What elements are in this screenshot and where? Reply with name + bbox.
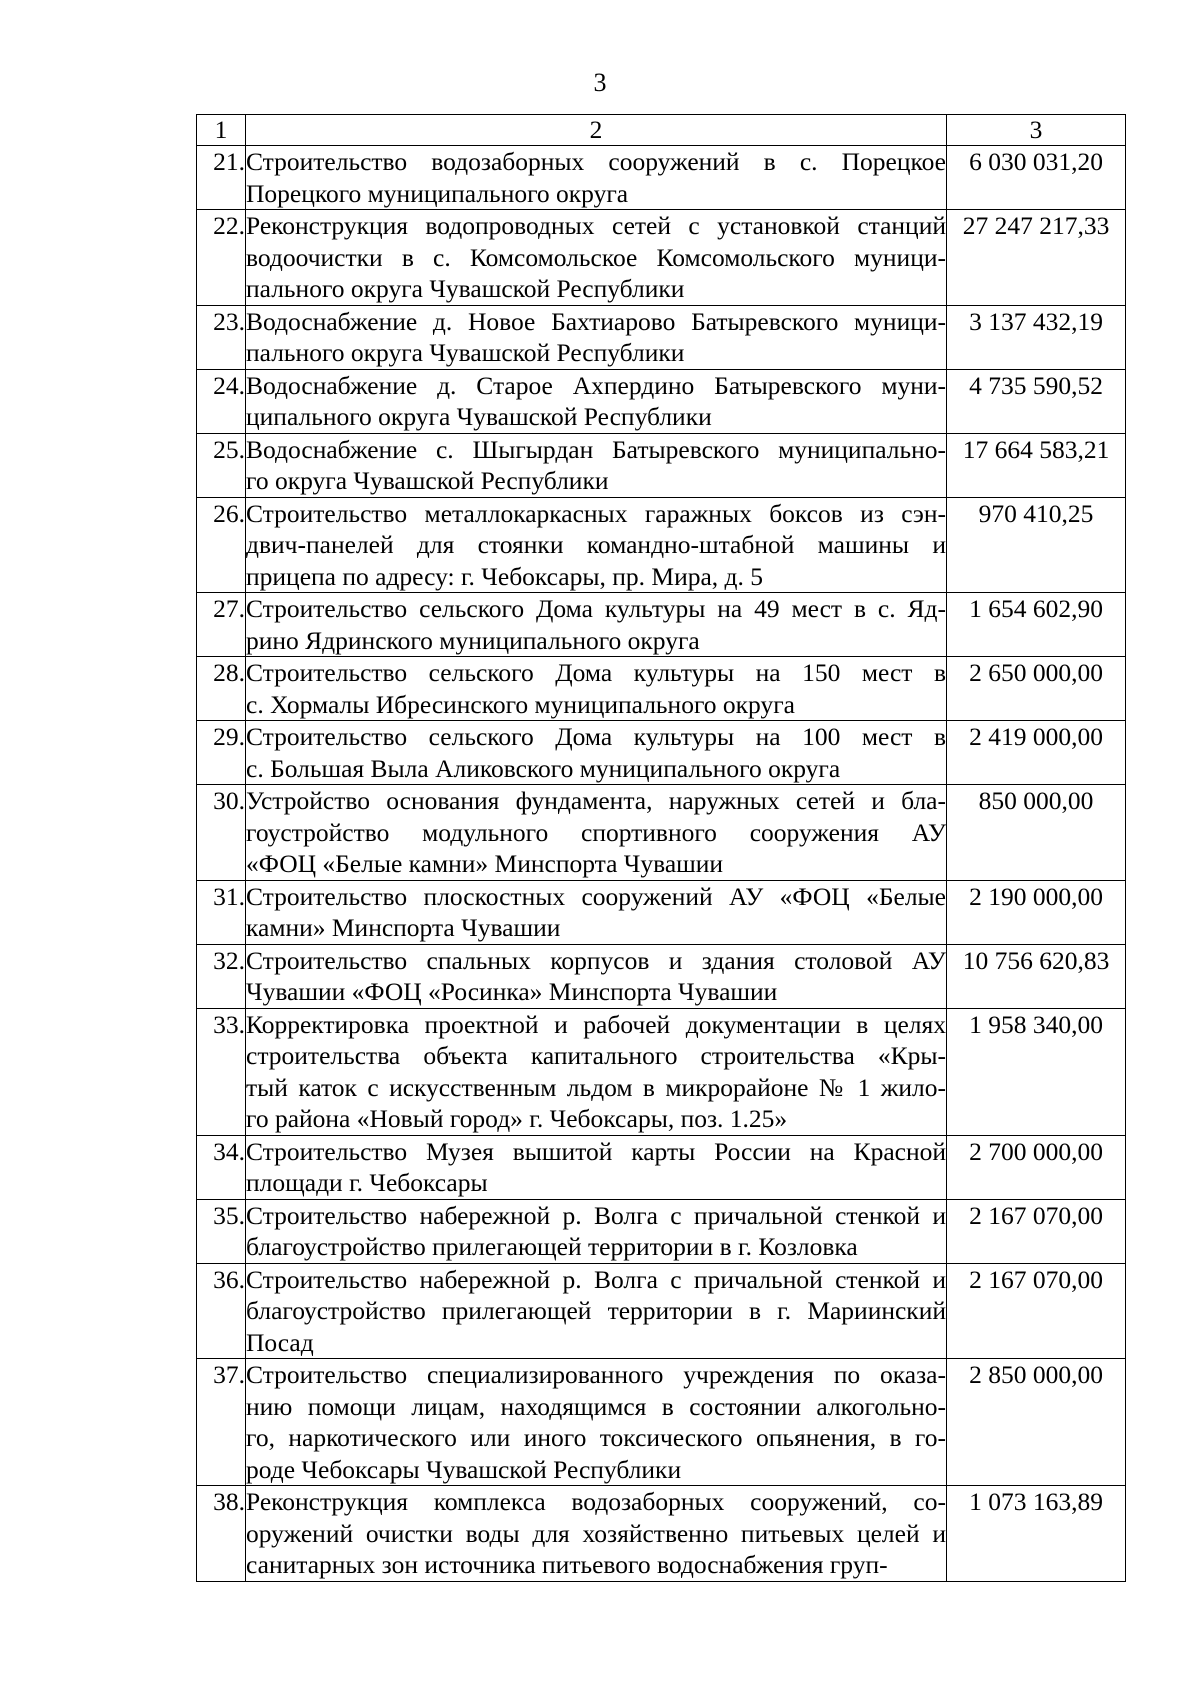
project-amount: 2 850 000,00: [947, 1359, 1126, 1486]
project-name-line: строительства объекта капитального строительства «Кры-: [246, 1041, 946, 1070]
project-amount: 17 664 583,21: [947, 433, 1126, 497]
project-name: [246, 497, 947, 593]
project-name: [246, 1199, 947, 1263]
project-name-line: Водоснабжение д. Старое Ахпердино Батыревского муни-: [246, 370, 946, 400]
project-name-line: Строительство набережной р. Волга с причальной стенкой и: [246, 1264, 946, 1294]
project-name: [246, 369, 947, 433]
header-col-3: 3: [947, 115, 1126, 146]
project-name-line: пального округа Чувашской Республики: [246, 338, 685, 367]
project-name-line: Устройство основания фундамента, наружных сетей и бла-: [246, 786, 946, 815]
projects-table: [196, 114, 1126, 1582]
table-body: [197, 115, 1126, 1582]
project-name: [246, 657, 947, 721]
project-name-line: «ФОЦ «Белые камни» Минспорта Чувашии: [246, 849, 724, 878]
table-row: [197, 1008, 1126, 1135]
project-name-line: тый каток с искусственным льдом в микрорайоне № 1 жило-: [246, 1072, 946, 1102]
project-amount: 6 030 031,20: [947, 146, 1126, 210]
project-name-line: с. Хормалы Ибресинского муниципального округа: [246, 689, 795, 719]
project-name-line: го, наркотического или иного токсического опьянения, в го-: [246, 1423, 946, 1452]
project-amount: 10 756 620,83: [947, 944, 1126, 1008]
project-name: [246, 1359, 947, 1486]
project-name: [246, 433, 947, 497]
project-name-line: гоустройство модульного спортивного сооружения АУ: [246, 817, 946, 847]
project-name: [246, 721, 947, 785]
table-row: [197, 1135, 1126, 1199]
row-number: 25.: [197, 433, 246, 497]
row-number: 30.: [197, 785, 246, 881]
project-name-line: Строительство сельского Дома культуры на 150 мест в: [246, 658, 946, 687]
row-number: 24.: [197, 369, 246, 433]
project-name-line: Реконструкция комплекса водозаборных сооружений, со-: [246, 1487, 946, 1516]
project-name: [246, 146, 947, 210]
project-name: [246, 210, 947, 306]
project-amount: 2 650 000,00: [947, 657, 1126, 721]
project-name-line: Водоснабжение д. Новое Бахтиарово Батыревского муници-: [246, 306, 946, 336]
project-name-line: Чувашии «ФОЦ «Росинка» Минспорта Чувашии: [246, 977, 778, 1006]
project-name-line: нию помощи лицам, находящимся в состоянии алкогольно-: [246, 1391, 946, 1421]
project-name-line: площади г. Чебоксары: [246, 1168, 488, 1197]
project-name: [246, 880, 947, 944]
project-name-line: прицепа по адресу: г. Чебоксары, пр. Мира, д. 5: [246, 561, 764, 591]
project-name-line: Строительство специализированного учреждения по оказа-: [246, 1360, 946, 1389]
table-row: [197, 1359, 1126, 1486]
project-name-line: Строительство металлокаркасных гаражных боксов из сэн-: [246, 498, 946, 528]
project-name-line: Реконструкция водопроводных сетей с установкой станций: [246, 211, 946, 240]
table-row: [197, 1199, 1126, 1263]
project-amount: 27 247 217,33: [947, 210, 1126, 306]
project-name-line: ципального округа Чувашской Республики: [246, 402, 712, 431]
project-name-line: Строительство Музея вышитой карты России на Красной: [246, 1136, 946, 1166]
project-name-line: Строительство спальных корпусов и здания столовой АУ: [246, 945, 946, 975]
project-amount: 4 735 590,52: [947, 369, 1126, 433]
row-number: 29.: [197, 721, 246, 785]
project-amount: 970 410,25: [947, 497, 1126, 593]
table-row: [197, 146, 1126, 210]
project-name-line: санитарных зон источника питьевого водоснабжения груп-: [246, 1550, 888, 1579]
project-name-line: Корректировка проектной и рабочей документации в целях: [246, 1009, 946, 1039]
header-col-1: 1: [197, 115, 246, 146]
project-name: [246, 1135, 947, 1199]
row-number: 22.: [197, 210, 246, 306]
project-name: [246, 785, 947, 881]
project-name-line: роде Чебоксары Чувашской Республики: [246, 1454, 682, 1484]
project-name-line: рино Ядринского муниципального округа: [246, 625, 700, 655]
row-number: 26.: [197, 497, 246, 593]
project-amount: 2 167 070,00: [947, 1263, 1126, 1359]
project-name-line: водоочистки в с. Комсомольское Комсомольского муници-: [246, 242, 946, 272]
header-col-2: 2: [246, 115, 947, 146]
project-name-line: Строительство сельского Дома культуры на 100 мест в: [246, 722, 946, 751]
row-number: 38.: [197, 1486, 246, 1582]
table-row: [197, 369, 1126, 433]
project-amount: 1 073 163,89: [947, 1486, 1126, 1582]
project-name-line: двич-панелей для стоянки командно-штабной машины и: [246, 530, 946, 559]
project-name-line: Строительство сельского Дома культуры на 49 мест в с. Яд-: [246, 594, 946, 623]
project-amount: 3 137 432,19: [947, 305, 1126, 369]
table-header-row: [197, 115, 1126, 146]
project-amount: 2 419 000,00: [947, 721, 1126, 785]
row-number: 36.: [197, 1263, 246, 1359]
project-name-line: го округа Чувашской Республики: [246, 466, 609, 495]
project-name: [246, 593, 947, 657]
page-number: 3: [593, 68, 607, 97]
table-row: [197, 593, 1126, 657]
table-row: [197, 1486, 1126, 1582]
project-name-line: Строительство набережной р. Волга с причальной стенкой и: [246, 1200, 946, 1230]
table-row: [197, 944, 1126, 1008]
row-number: 21.: [197, 146, 246, 210]
table-row: [197, 785, 1126, 881]
table-row: [197, 721, 1126, 785]
row-number: 34.: [197, 1135, 246, 1199]
table-row: [197, 657, 1126, 721]
project-name: [246, 944, 947, 1008]
table-row: [197, 433, 1126, 497]
project-name-line: Строительство водозаборных сооружений в с. Порецкое: [246, 147, 946, 176]
row-number: 37.: [197, 1359, 246, 1486]
project-name-line: оружений очистки воды для хозяйственно питьевых целей и: [246, 1518, 946, 1548]
project-name: [246, 1008, 947, 1135]
row-number: 32.: [197, 944, 246, 1008]
table-row: [197, 880, 1126, 944]
project-name-line: го района «Новый город» г. Чебоксары, поз. 1.25»: [246, 1104, 788, 1133]
project-amount: 1 654 602,90: [947, 593, 1126, 657]
table-row: [197, 497, 1126, 593]
project-name: [246, 1263, 947, 1359]
row-number: 28.: [197, 657, 246, 721]
project-name-line: благоустройство прилегающей территории в г. Козловка: [246, 1232, 858, 1261]
project-amount: 1 958 340,00: [947, 1008, 1126, 1135]
row-number: 27.: [197, 593, 246, 657]
row-number: 33.: [197, 1008, 246, 1135]
row-number: 23.: [197, 305, 246, 369]
project-name: [246, 305, 947, 369]
project-amount: 2 167 070,00: [947, 1199, 1126, 1263]
row-number: 35.: [197, 1199, 246, 1263]
project-amount: 2 190 000,00: [947, 880, 1126, 944]
project-name-line: Порецкого муниципального округа: [246, 178, 629, 208]
table-row: [197, 210, 1126, 306]
project-name-line: Строительство плоскостных сооружений АУ «ФОЦ «Белые: [246, 881, 946, 911]
project-name: [246, 1486, 947, 1582]
project-name-line: камни» Минспорта Чувашии: [246, 913, 561, 942]
project-name-line: пального округа Чувашской Республики: [246, 274, 685, 303]
project-amount: 850 000,00: [947, 785, 1126, 881]
project-name-line: с. Большая Выла Аликовского муниципального округа: [246, 753, 841, 783]
table-row: [197, 1263, 1126, 1359]
project-name-line: Посад: [246, 1327, 314, 1357]
row-number: 31.: [197, 880, 246, 944]
project-amount: 2 700 000,00: [947, 1135, 1126, 1199]
table-row: [197, 305, 1126, 369]
project-name-line: Водоснабжение с. Шыгырдан Батыревского муниципально-: [246, 434, 946, 464]
project-name-line: благоустройство прилегающей территории в г. Мариинский: [246, 1296, 946, 1325]
